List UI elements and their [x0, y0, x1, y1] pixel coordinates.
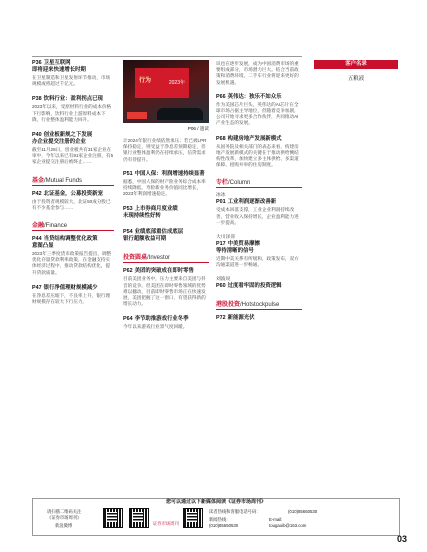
qr-pattern — [133, 512, 143, 522]
article-summary: 2023年三季度货币政策报告提出，调整优化存量贷款利率政策，在金融支持实体经济过程中，推动贷款结构优化，提升贷款质量。 — [32, 251, 112, 275]
lead-body: 计2024年银行业绩依然承压；若已被LPR保持稳定，则受益于净息差预期稳定，但银行业整体盈利仍在持续承压，信贷需求仍有待提升。 — [123, 138, 207, 162]
article-53[interactable] — [123, 206, 209, 220]
article-54[interactable] — [123, 229, 209, 243]
article-summary: 从国务院及相关部门的表态来看，构建房地产发展新模式的关键在于推动供给侧结构性改革，加快建立多主体供给、多渠道保障、租购并举的住房制度。 — [216, 143, 299, 168]
top-divider — [32, 56, 302, 57]
screen-text-right: 2023年 — [168, 80, 185, 86]
article-title: 英伟达：独乐不如众乐 — [227, 93, 282, 100]
page-ref: P40 — [32, 132, 42, 139]
column-item-60[interactable] — [216, 277, 302, 290]
column-item-01[interactable] — [216, 193, 302, 226]
article-64[interactable] — [123, 316, 209, 330]
customer-name[interactable]: 五粮液 — [347, 76, 365, 82]
article-title: 李节助推游戏行业冬季 — [134, 316, 189, 323]
section-title-en: /Mutual Funds — [44, 177, 83, 184]
screen-text-left: 行为 — [139, 78, 152, 84]
lead-body: 识也在逐步发展，成为中国消费市场的重要组成部分，市场潜力巨大。结合当前政策和消费环境，二手车行业将迎来更好的发展机遇。 — [216, 61, 299, 85]
qr-code-icon[interactable] — [103, 508, 123, 528]
article-47[interactable] — [32, 285, 114, 305]
qr-code-icon[interactable] — [129, 508, 149, 528]
photo-screen — [135, 68, 189, 98]
article-title: 美团的突破成在即时零售 — [134, 268, 194, 275]
article-summary: 在卫星制造和卫星发射环节推动，市场规模或将超过千亿元。 — [32, 75, 111, 87]
wechat-label: 请扫描二维码关注 《证券市场周刊》 — [47, 509, 82, 520]
column-author: 冰冰 — [216, 193, 226, 199]
page-ref: P54 — [123, 229, 133, 236]
article-summary: 今年以来游戏行业景气度回暖。 — [123, 324, 188, 330]
page-ref: P72 — [216, 315, 226, 322]
column-2 — [123, 60, 209, 340]
article-40[interactable] — [32, 132, 114, 166]
photo-crowd — [157, 108, 203, 120]
banner-headline: 您可以通过以下新媒体阅读《证券市场周刊》 — [165, 499, 266, 505]
article-summary: 作为美国芯片巨头，英伟达的AI芯片在全球市场占据主导地位，但随着竞争加剧，公司开始寻求更多合作伙伴，共同推动AI产业生态的发展。 — [216, 101, 299, 126]
news-hotline-label: 新闻热线： — [209, 517, 231, 522]
section-title: 专栏 — [216, 180, 229, 187]
news-hotline-phone[interactable]: (010)85650530 — [209, 523, 239, 528]
section-header-hotstock — [216, 299, 302, 310]
article-title: 新能源光伏 — [227, 315, 255, 322]
weibo-label: 新浪微博 — [55, 523, 73, 528]
page-ref: P60 — [216, 283, 226, 290]
article-title: 上市券商月度业绩 未现持续性好转 — [123, 206, 178, 220]
article-summary: 据悉，中国人保的财产险业务综合成本率持续降低，寿险新业务价值同比增长，2023年利润增速稳定。 — [123, 178, 206, 197]
page-ref: P66 — [216, 93, 226, 100]
qr-pattern — [187, 512, 197, 522]
page-ref: P64 — [123, 316, 133, 323]
article-title: 当贷结构调整优化政策 意图凸显 — [32, 236, 98, 250]
page-ref: P36 — [32, 60, 42, 66]
article-66[interactable] — [216, 94, 302, 127]
column-item-17[interactable] — [216, 235, 302, 268]
page-ref: P44 — [32, 236, 42, 243]
section-header-column — [216, 177, 302, 188]
article-68[interactable] — [216, 136, 302, 169]
article-summary: 近期中美关系有所缓和，政策发布，双方沟通渠道进一步畅通。 — [216, 256, 299, 268]
hotstock-item-72[interactable] — [216, 315, 302, 322]
page-ref: P38 — [32, 96, 42, 103]
hotline-phone[interactable]: (010)85650530 — [288, 509, 318, 514]
section-title-en: /Investor — [147, 255, 171, 262]
article-title: 饮料行业：盈利拐点已现 — [43, 96, 103, 103]
article-title: 银行净值理财规模减少 — [43, 284, 98, 291]
photo-caption: P06 / 遗读 — [187, 126, 209, 131]
email-address[interactable]: tougaoib@163.com — [269, 523, 307, 528]
column-3 — [216, 60, 302, 331]
section-title: 基金 — [32, 177, 45, 184]
column-author: 刘波说 — [216, 277, 231, 283]
article-summary: 目前美团业务中，压力主要来自美团与抖音的竞争。但美团在即时零售领域的优势难以撼动，目前即时零售市场正在快速发展，美团把握了这一窗口，有望获得新的增长动力。 — [123, 276, 206, 307]
article-title: 中美贸易摩擦 等待清晰的信号 — [216, 241, 260, 255]
article-44[interactable] — [32, 236, 114, 276]
email-label: E-mail: — [269, 517, 283, 522]
article-62[interactable] — [123, 268, 209, 307]
article-summary: 截至11月28日，创业板共有31家企业在审中，今年以来已有91家企业注册，有5家企业提交注册后被终止…… — [32, 147, 114, 165]
article-summary: 受成本回落支撑，工业企业利润持续改善，营业收入保持增长，企业盈利能力进一步提高。 — [216, 207, 299, 225]
new-media-banner — [32, 498, 400, 536]
article-title: 构建房地产发展新模式 — [227, 135, 282, 142]
article-title: 北证基金，公募投资新宠 — [43, 190, 103, 197]
article-title: 工业利润逐渐改善新 — [227, 199, 277, 206]
page-number: 03 — [396, 534, 407, 544]
column-author: 大川泽哥 — [216, 235, 236, 241]
section-title: 港股投资 — [216, 302, 241, 309]
article-summary: 在净息差压缩下，不良率上升，银行理财规模存在较大下行压力。 — [32, 292, 111, 305]
cover-photo — [123, 60, 209, 123]
article-title: 业绩底部重估成底层 银行超额收益可期 — [123, 229, 184, 243]
article-38[interactable] — [32, 96, 114, 123]
qr-code-icon[interactable] — [183, 508, 203, 528]
official-label: 证券市场周刊 — [153, 521, 179, 526]
section-header-investor — [123, 252, 209, 263]
article-title: 创业板新规之下发展 办企业提交注册的企业 — [32, 132, 93, 146]
section-title-en: /Column — [228, 180, 251, 187]
section-title-en: /Hotstockpulse — [240, 302, 280, 309]
page-ref: P42 — [32, 190, 42, 197]
section-header-funds — [32, 175, 114, 186]
article-title: 中国人保：利润增速持续显著 — [134, 170, 205, 177]
page-ref: P01 — [216, 199, 226, 206]
page-ref: P17 — [216, 241, 226, 248]
article-summary: 由于投资者规模较大，北证50成分股已有不少基金参与…… — [32, 198, 111, 210]
article-42[interactable] — [32, 191, 114, 211]
section-title: 金融 — [32, 223, 45, 230]
photo-sign — [127, 112, 147, 119]
article-title: 过度看牢固的投资逻辑 — [227, 283, 282, 290]
hotline-label: 读者热线和客服电话号码： — [209, 509, 261, 514]
page-ref: P47 — [32, 284, 42, 291]
customer-list-tag: 客户名录 — [314, 60, 398, 69]
section-header-finance — [32, 220, 114, 231]
article-summary: 2023年以来，受原材料行业的成本价格下行影响，饮料行业上游原料成本下降，行业整体盈利能力回升。 — [32, 104, 112, 122]
section-title-en: /Finance — [44, 223, 68, 230]
column-1 — [32, 60, 114, 314]
page-ref: P51 — [123, 170, 133, 177]
section-title: 投资圆桌 — [123, 255, 148, 262]
page-ref: P53 — [123, 206, 133, 213]
article-title: 卫星互联网 即将迎来快速增长时期 — [32, 60, 86, 73]
article-36[interactable] — [32, 60, 114, 87]
article-51[interactable] — [123, 171, 209, 198]
page-ref: P62 — [123, 268, 133, 275]
page-ref: P68 — [216, 135, 226, 142]
qr-pattern — [107, 512, 117, 522]
